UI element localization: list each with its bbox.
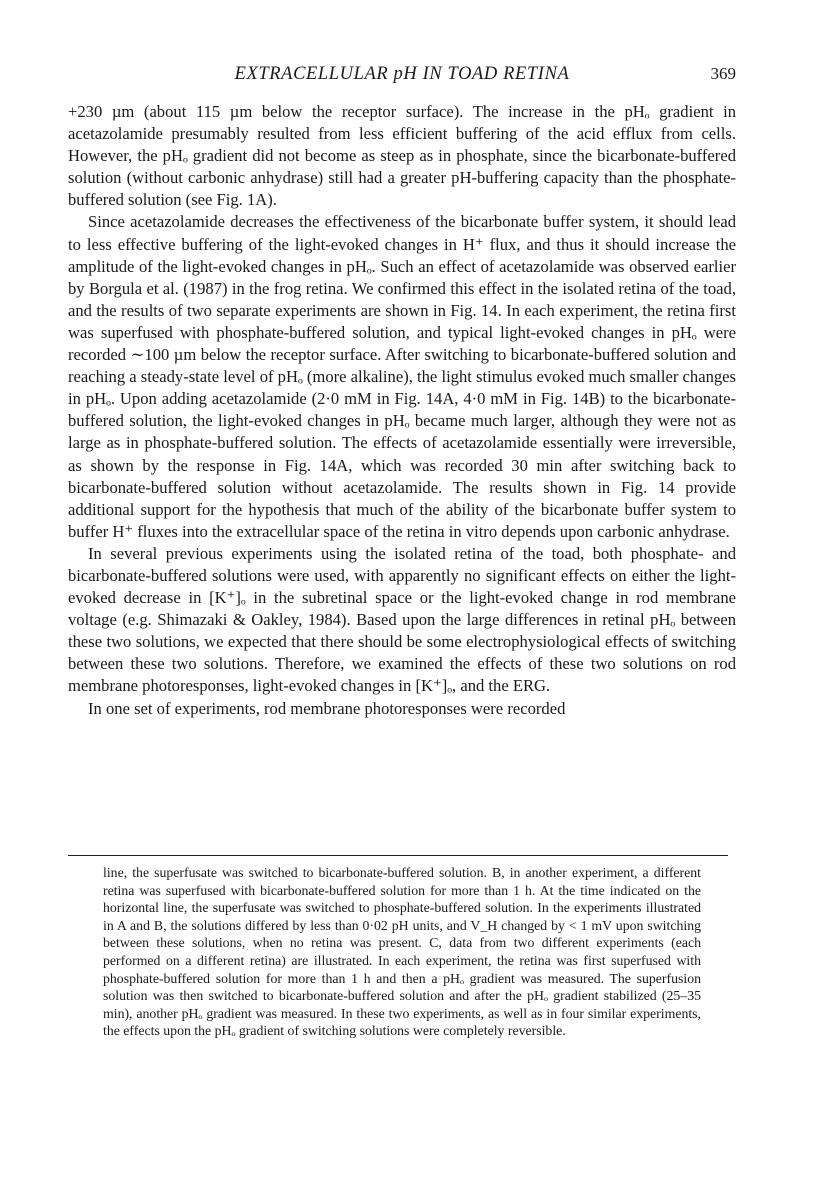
running-head: EXTRACELLULAR pH IN TOAD RETINA [234, 64, 570, 84]
body-paragraph-1: +230 µm (about 115 µm below the receptor surface). The increase in the pHₒ gradient in acetazolamide presumably resulted from less efficient buffering of the acid efflux from cells. However, the pHₒ gradient did not become as steep as in phosphate, since the bicarbonate-buffered solution (without carbonic anhydrase) still had a greater pH-buffering capacity than the phosphate-buffered solution (see Fig. 1A). [68, 102, 736, 210]
footnote-rule [68, 855, 728, 856]
body-paragraph-2: Since acetazolamide decreases the effectiveness of the bicarbonate buffer system, it should lead to less effective buffering of the light-evoked changes in H⁺ flux, and thus it should increase the amplitude of the light-evoked changes in pHₒ. Such an effect of acetazolamide was observed earlier by Borgula et al. (1987) in the frog retina. We confirmed this effect in the isolated retina of the toad, and the results of two separate experiments are shown in Fig. 14. In each experiment, the retina first was superfused with phosphate-buffered solution, and typical light-evoked changes in pHₒ were recorded ∼100 µm below the receptor surface. After switching to bicarbonate-buffered solution and reaching a steady-state level of pHₒ (more alkaline), the light stimulus evoked much smaller changes in pHₒ. Upon adding acetazolamide (2·0 mM in Fig. 14A, 4·0 mM in Fig. 14B) to the bicarbonate-buffered solution, the light-evoked changes in pHₒ became much larger, although they were not as large as in phosphate-buffered solution. The effects of acetazolamide essentially were irreversible, as shown by the response in Fig. 14A, which was recorded 30 min after switching back to bicarbonate-buffered solution without acetazolamide. The results shown in Fig. 14 provide additional support for the hypothesis that much of the ability of the bicarbonate buffer system to buffer H⁺ fluxes into the extracellular space of the retina in vitro depends upon carbonic anhydrase. [68, 212, 736, 541]
body-text [68, 101, 736, 720]
body-paragraph-4: In one set of experiments, rod membrane photoresponses were recorded [88, 698, 566, 718]
figure-caption [103, 864, 701, 1040]
page-number: 369 [710, 64, 736, 83]
body-paragraph-3: In several previous experiments using the isolated retina of the toad, both phosphate- and bicarbonate-buffered solutions were used, with apparently no significant effects on either the light-evoked decrease in [K⁺]ₒ in the subretinal space or the light-evoked change in rod membrane voltage (e.g. Shimazaki & Oakley, 1984). Based upon the large differences in retinal pHₒ between these two solutions, we expected that there should be some electrophysiological effects of switching between these two solutions. Therefore, we examined the effects of these two solutions on rod membrane photoresponses, light-evoked changes in [K⁺]ₒ, and the ERG. [68, 543, 736, 696]
page-header [68, 64, 736, 90]
figure-caption-text: line, the superfusate was switched to bicarbonate-buffered solution. B, in another experiment, a different retina was superfused with bicarbonate-buffered solution for more than 1 h. At the time indicated on the horizontal line, the superfusate was switched to phosphate-buffered solution. In the experiments illustrated in A and B, the solutions differed by less than 0·02 pH units, and V_H changed by < 1 mV upon switching between these solutions, when no retina was present. C, data from two different experiments (each performed on a different retina) are illustrated. In each experiment, the retina was first superfused with phosphate-buffered solution for more than 1 h and then a pHₒ gradient was measured. The superfusion solution was then switched to bicarbonate-buffered solution and after the pHₒ gradient stabilized (25–35 min), another pHₒ gradient was measured. In these two experiments, as well as in four similar experiments, the effects upon the pHₒ gradient of switching solutions were completely reversible. [103, 865, 701, 1039]
